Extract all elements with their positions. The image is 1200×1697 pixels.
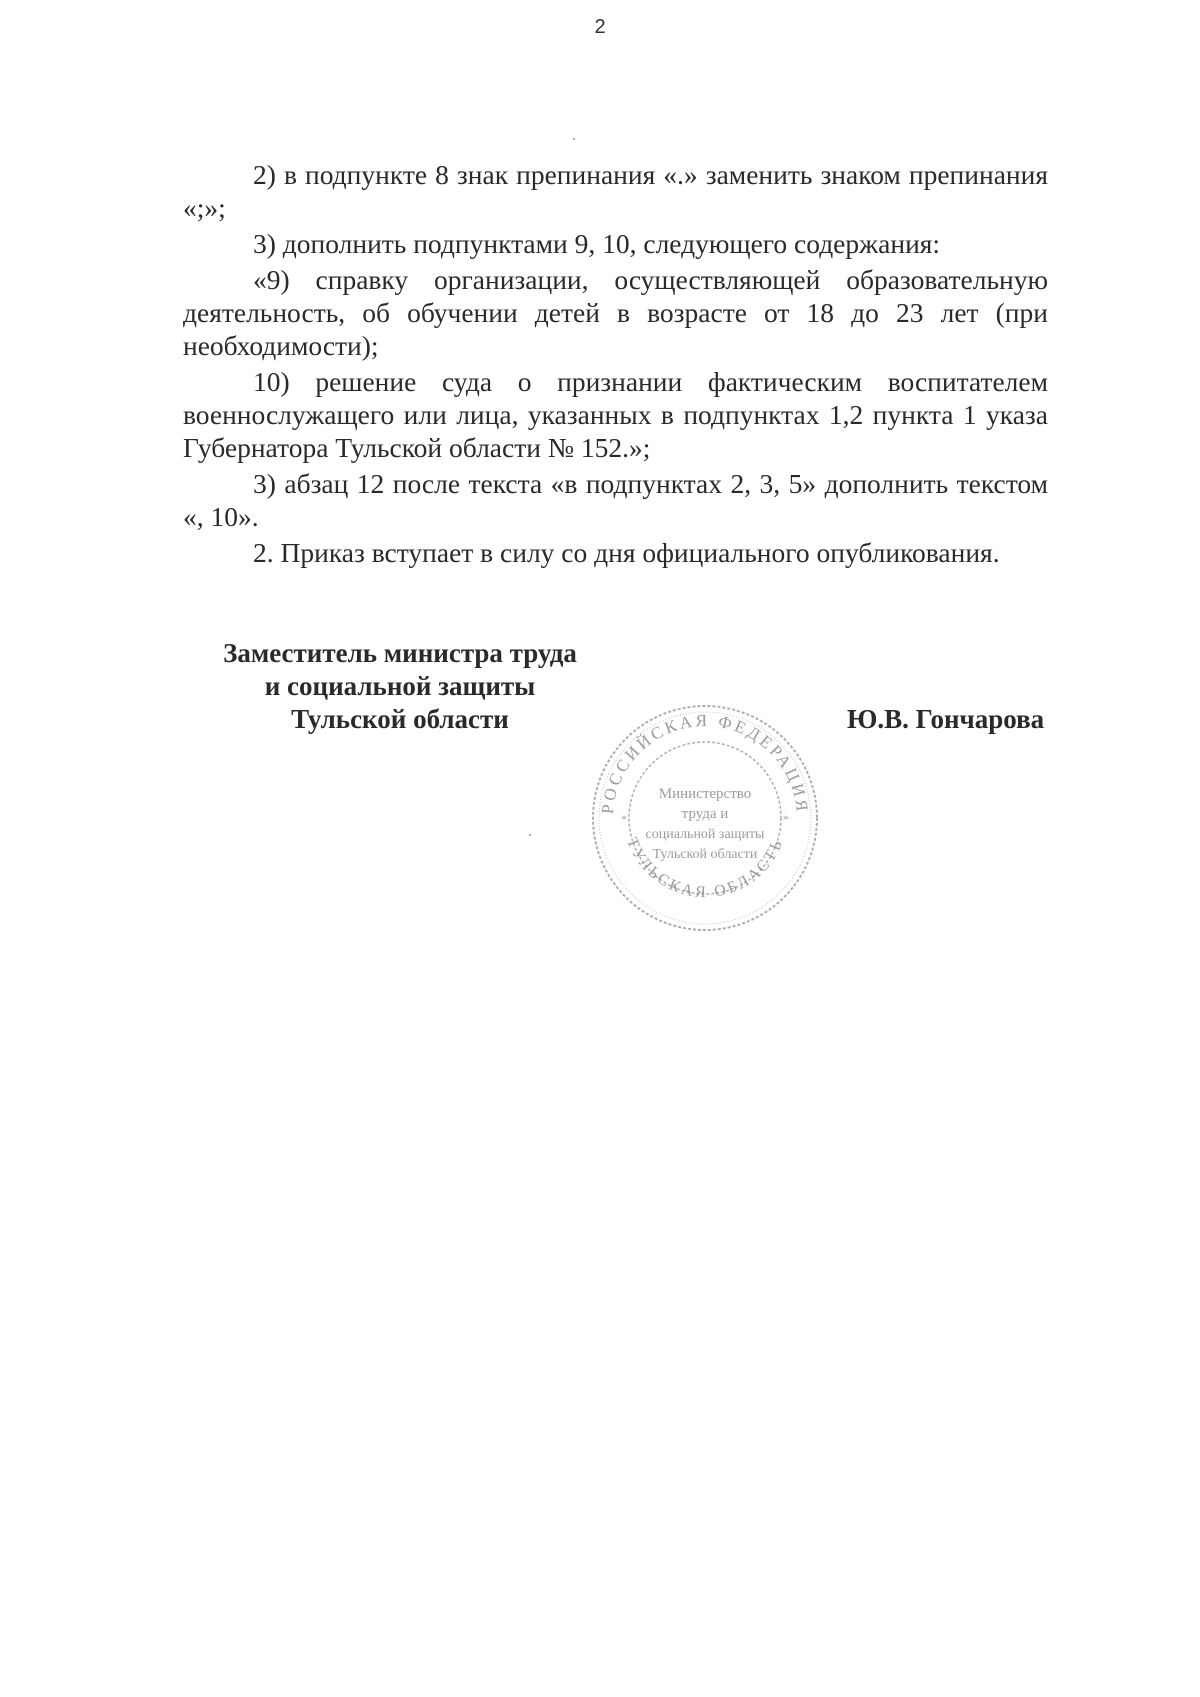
official-stamp-icon (585, 698, 825, 938)
svg-text:*: * (621, 812, 627, 826)
stamp-inner-line3: социальной защиты (645, 827, 765, 842)
paragraph-subitem-10: 10) решение суда о признании фактическим воспитателем военнослужащего или лица, указанных в подпунктах 1,2 пункта 1 указа Губернатора Тульской области № 152.»; (183, 366, 1048, 463)
paragraph-item-3-abzac: 3) абзац 12 после текста «в подпунктах 2, 3, 5» дополнить текстом «, 10». (183, 468, 1048, 532)
paragraph-item-3: 3) дополнить подпунктами 9, 10, следующего содержания: (253, 228, 941, 259)
paragraph-subitem-9: «9) справку организации, осуществляющей образовательную деятельность, об обучении детей в возрасте от 18 до 23 лет (при необходимости); (183, 264, 1048, 361)
paragraph-effective-date: 2. Приказ вступает в силу со дня официального опубликования. (253, 537, 1000, 568)
stamp-inner-line2: труда и (681, 806, 729, 822)
svg-text:*: * (783, 812, 789, 826)
signatory-position-line1: Заместитель министра труда (223, 638, 577, 668)
stamp-inner-line1: Министерство (658, 786, 752, 802)
signatory-name: Ю.В. Гончарова (847, 704, 1045, 734)
svg-text:ТУЛЬСКАЯ ОБЛАСТЬ (623, 835, 787, 901)
page-number: 2 (594, 16, 606, 38)
stamp-outer-bottom-text: ТУЛЬСКАЯ ОБЛАСТЬ (623, 835, 787, 902)
document-body (183, 158, 1048, 572)
stamp-outer-top-text: РОССИЙСКАЯ ФЕДЕРАЦИЯ (597, 710, 813, 815)
paragraph-item-2: 2) в подпункте 8 знак препинания «.» заменить знаком препинания «;»; (183, 159, 1048, 223)
signatory-position-line2: и социальной защиты (264, 671, 536, 701)
scan-speck (529, 834, 531, 836)
scan-speck (573, 138, 575, 140)
signatory-position-line3: Тульской области (291, 704, 509, 734)
signatory-position (205, 637, 595, 736)
stamp-inner-line4: Тульской области (652, 847, 758, 862)
